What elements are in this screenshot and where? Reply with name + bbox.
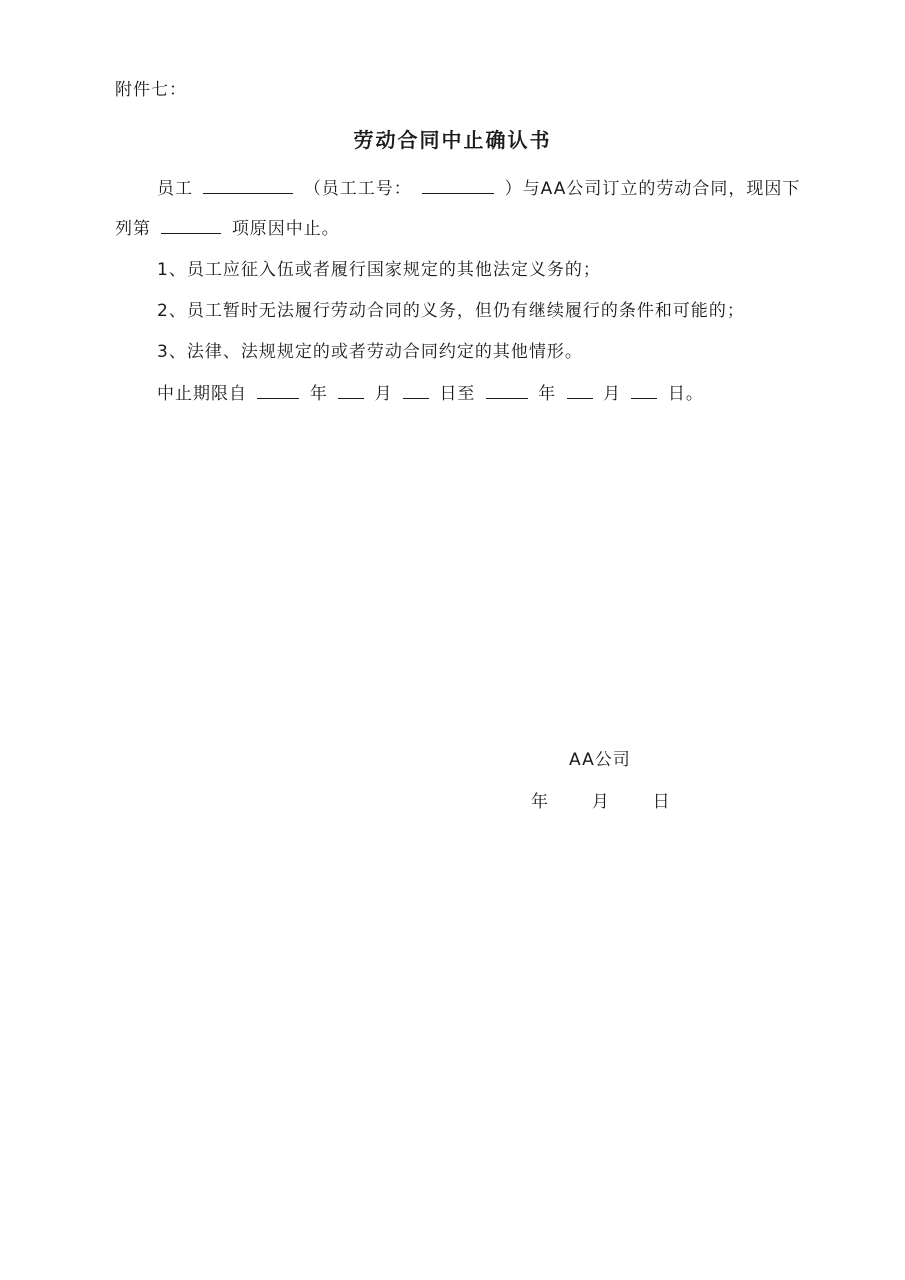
employee-name-blank[interactable] (203, 176, 293, 194)
suspension-period (157, 381, 704, 406)
start-day-label: 日至 (439, 384, 476, 404)
end-year-label: 年 (538, 384, 557, 404)
start-day-blank[interactable] (403, 381, 429, 399)
contract-text: ）与AA公司订立的劳动合同，现因下 (504, 179, 801, 199)
reason-item-3: 3、法律、法规规定的或者劳动合同约定的其他情形。 (157, 342, 583, 362)
reason-number-blank[interactable] (161, 216, 221, 234)
paragraph-line-1 (157, 176, 800, 201)
end-day-blank[interactable] (631, 381, 657, 399)
signature-day: 日 (652, 792, 671, 812)
period-prefix: 中止期限自 (157, 384, 247, 404)
reason-suffix: 项原因中止。 (231, 219, 340, 239)
paragraph-line-2 (115, 216, 340, 241)
signature-date (531, 790, 671, 814)
employee-no-blank[interactable] (422, 176, 494, 194)
start-year-label: 年 (309, 384, 328, 404)
end-day-label: 日。 (667, 384, 704, 404)
end-year-blank[interactable] (486, 381, 528, 399)
signature-company: AA公司 (569, 750, 631, 770)
reason-prefix: 列第 (115, 219, 151, 239)
start-month-label: 月 (374, 384, 393, 404)
document-title: 劳动合同中止确认书 (353, 128, 552, 152)
attachment-label: 附件七： (115, 80, 187, 100)
end-month-blank[interactable] (567, 381, 593, 399)
end-month-label: 月 (603, 384, 622, 404)
signature-year: 年 (531, 792, 549, 812)
reason-item-2: 2、员工暂时无法履行劳动合同的义务，但仍有继续履行的条件和可能的； (157, 301, 745, 321)
start-month-blank[interactable] (338, 381, 364, 399)
employee-no-label: （员工工号： (303, 179, 412, 199)
signature-month: 月 (591, 792, 610, 812)
start-year-blank[interactable] (257, 381, 299, 399)
employee-label: 员工 (157, 179, 193, 199)
reason-item-1: 1、员工应征入伍或者履行国家规定的其他法定义务的； (157, 260, 601, 280)
